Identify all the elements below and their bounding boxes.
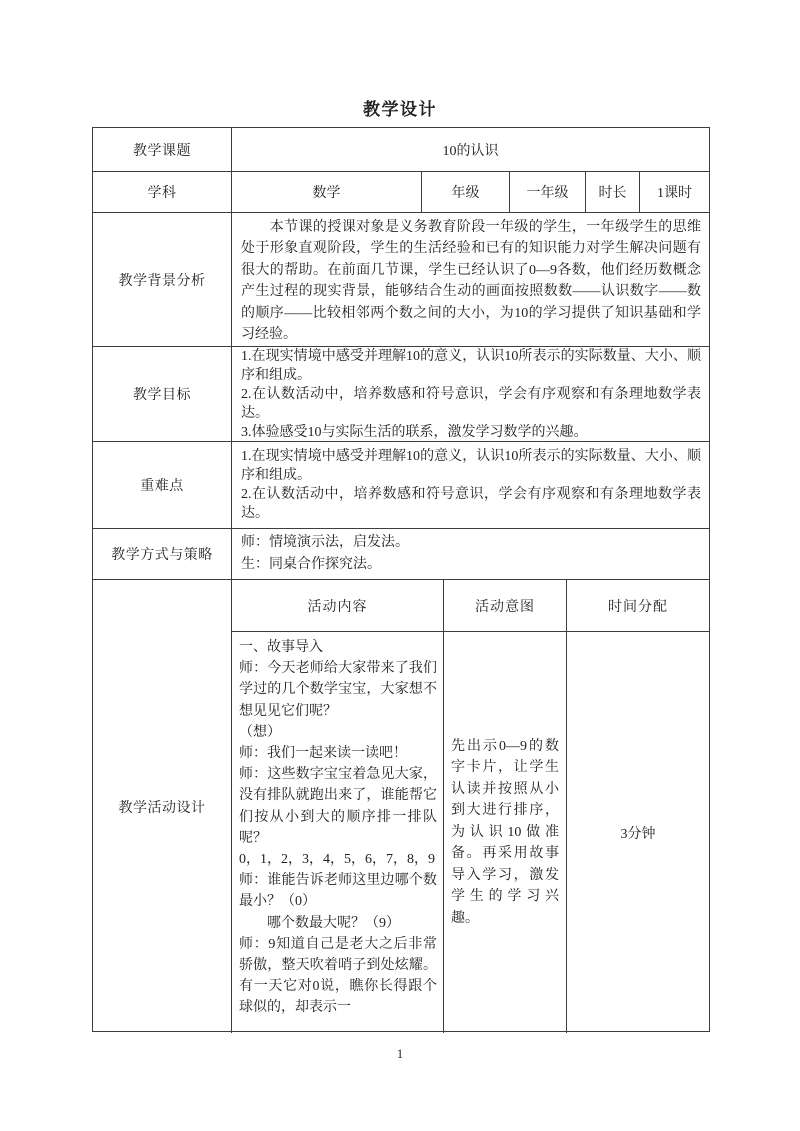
methods-list [231,529,709,579]
row-activity-design [93,579,709,1033]
activity-content-line: 师：谁能告诉老师这里边哪个数最小？（0） [239,873,437,910]
objective-item: 2.在认数活动中，培养数感和符号意识，学会有序观察和有条理地数学表达。 [241,387,701,421]
method-teacher: 师：情境演示法，启发法。 [241,535,409,550]
row-background [93,212,709,346]
grade-value: 一年级 [509,172,585,212]
key-points-list [231,442,709,528]
activity-content-line: 0，1，2，3，4，5，6，7，8，9 [239,852,435,868]
activity-intent-cell [443,632,566,1033]
subject-label: 学科 [147,186,177,201]
activity-content-line: 哪个数最大呢？（9） [239,915,400,931]
activity-content-line: 师：这些数字宝宝着急见大家，没有排队就跑出来了，谁能帮它们按从小到大的顺序排一排队呢？ [239,767,437,846]
duration-label: 时长 [585,172,639,212]
method-student: 生：同桌合作探究法。 [241,557,381,572]
row-key-points [93,441,709,528]
topic-label: 教学课题 [133,143,191,159]
activity-header-row [231,580,709,632]
key-points-label: 重难点 [140,479,184,494]
topic-value: 10的认识 [231,128,709,171]
objectives-label: 教学目标 [133,388,191,403]
row-objectives [93,346,709,441]
activity-content-line: 师：9知道自己是老大之后非常骄傲，整天吹着哨子到处炫耀。有一天它对0说，瞧你长得跟个球似的，却表示一 [239,936,437,1016]
activity-content-line: 一、故事导入 [239,640,323,655]
activity-content-header: 活动内容 [231,580,443,631]
activity-content-line: 师：我们一起来读一读吧！ [239,746,407,762]
lesson-plan-table [92,127,710,1032]
page-number: 1 [396,1047,404,1061]
background-text-cell [231,213,709,346]
activity-body-row [231,632,709,1033]
key-point-item: 2.在认数活动中，培养数感和符号意识，学会有序观察和有条理地数学表达。 [241,487,701,521]
background-text: 本节课的授课对象是义务教育阶段一年级的学生，一年级学生的思维处于形象直观阶段，学生的生活经验和已有的知识能力对学生解决问题有很大的帮助。在前面几节课，学生已经认识了0—9各数，他们经历数概念产生过程的现实背景，能够结合生动的画面按照数数——认识数字——数的顺序——比较相邻两个数之间的大小，为10的学习提供了知识基础和学习经验。 [241,220,701,343]
objective-item: 1.在现实情境中感受并理解10的意义，认识10所表示的实际数量、大小、顺序和组成。 [241,349,701,383]
objectives-list [231,347,709,441]
activity-time-header: 时间分配 [566,580,709,631]
activity-content-cell [231,632,443,1033]
background-label: 教学背景分析 [118,273,206,289]
subject-value: 数学 [231,172,421,212]
key-point-item: 1.在现实情境中感受并理解10的意义，认识10所表示的实际数量、大小、顺序和组成。 [241,449,701,483]
objective-item: 3.体验感受10与实际生活的联系，激发学习数学的兴趣。 [241,425,588,440]
duration-value: 1课时 [639,172,709,212]
activity-intent-header: 活动意图 [443,580,566,631]
grade-label: 年级 [421,172,509,212]
activity-content-line: （想） [239,724,281,740]
page-title: 教学设计 [363,100,437,119]
row-topic [93,128,709,171]
activity-label: 教学活动设计 [118,800,206,816]
activity-content-line: 师：今天老师给大家带来了我们学过的几个数学宝宝，大家想不想见见它们呢？ [239,661,437,719]
row-meta [93,171,709,212]
methods-label: 教学方式与策略 [111,548,213,563]
activity-time-cell: 3分钟 [566,632,709,1033]
activity-intent-text: 先出示0—9的数字卡片，让学生认读并按照从小到大进行排序，为认识10做准备。再采用故事导入学习，激发学生的学习兴趣。 [451,738,559,926]
row-methods [93,528,709,579]
activity-grid [231,580,709,1033]
